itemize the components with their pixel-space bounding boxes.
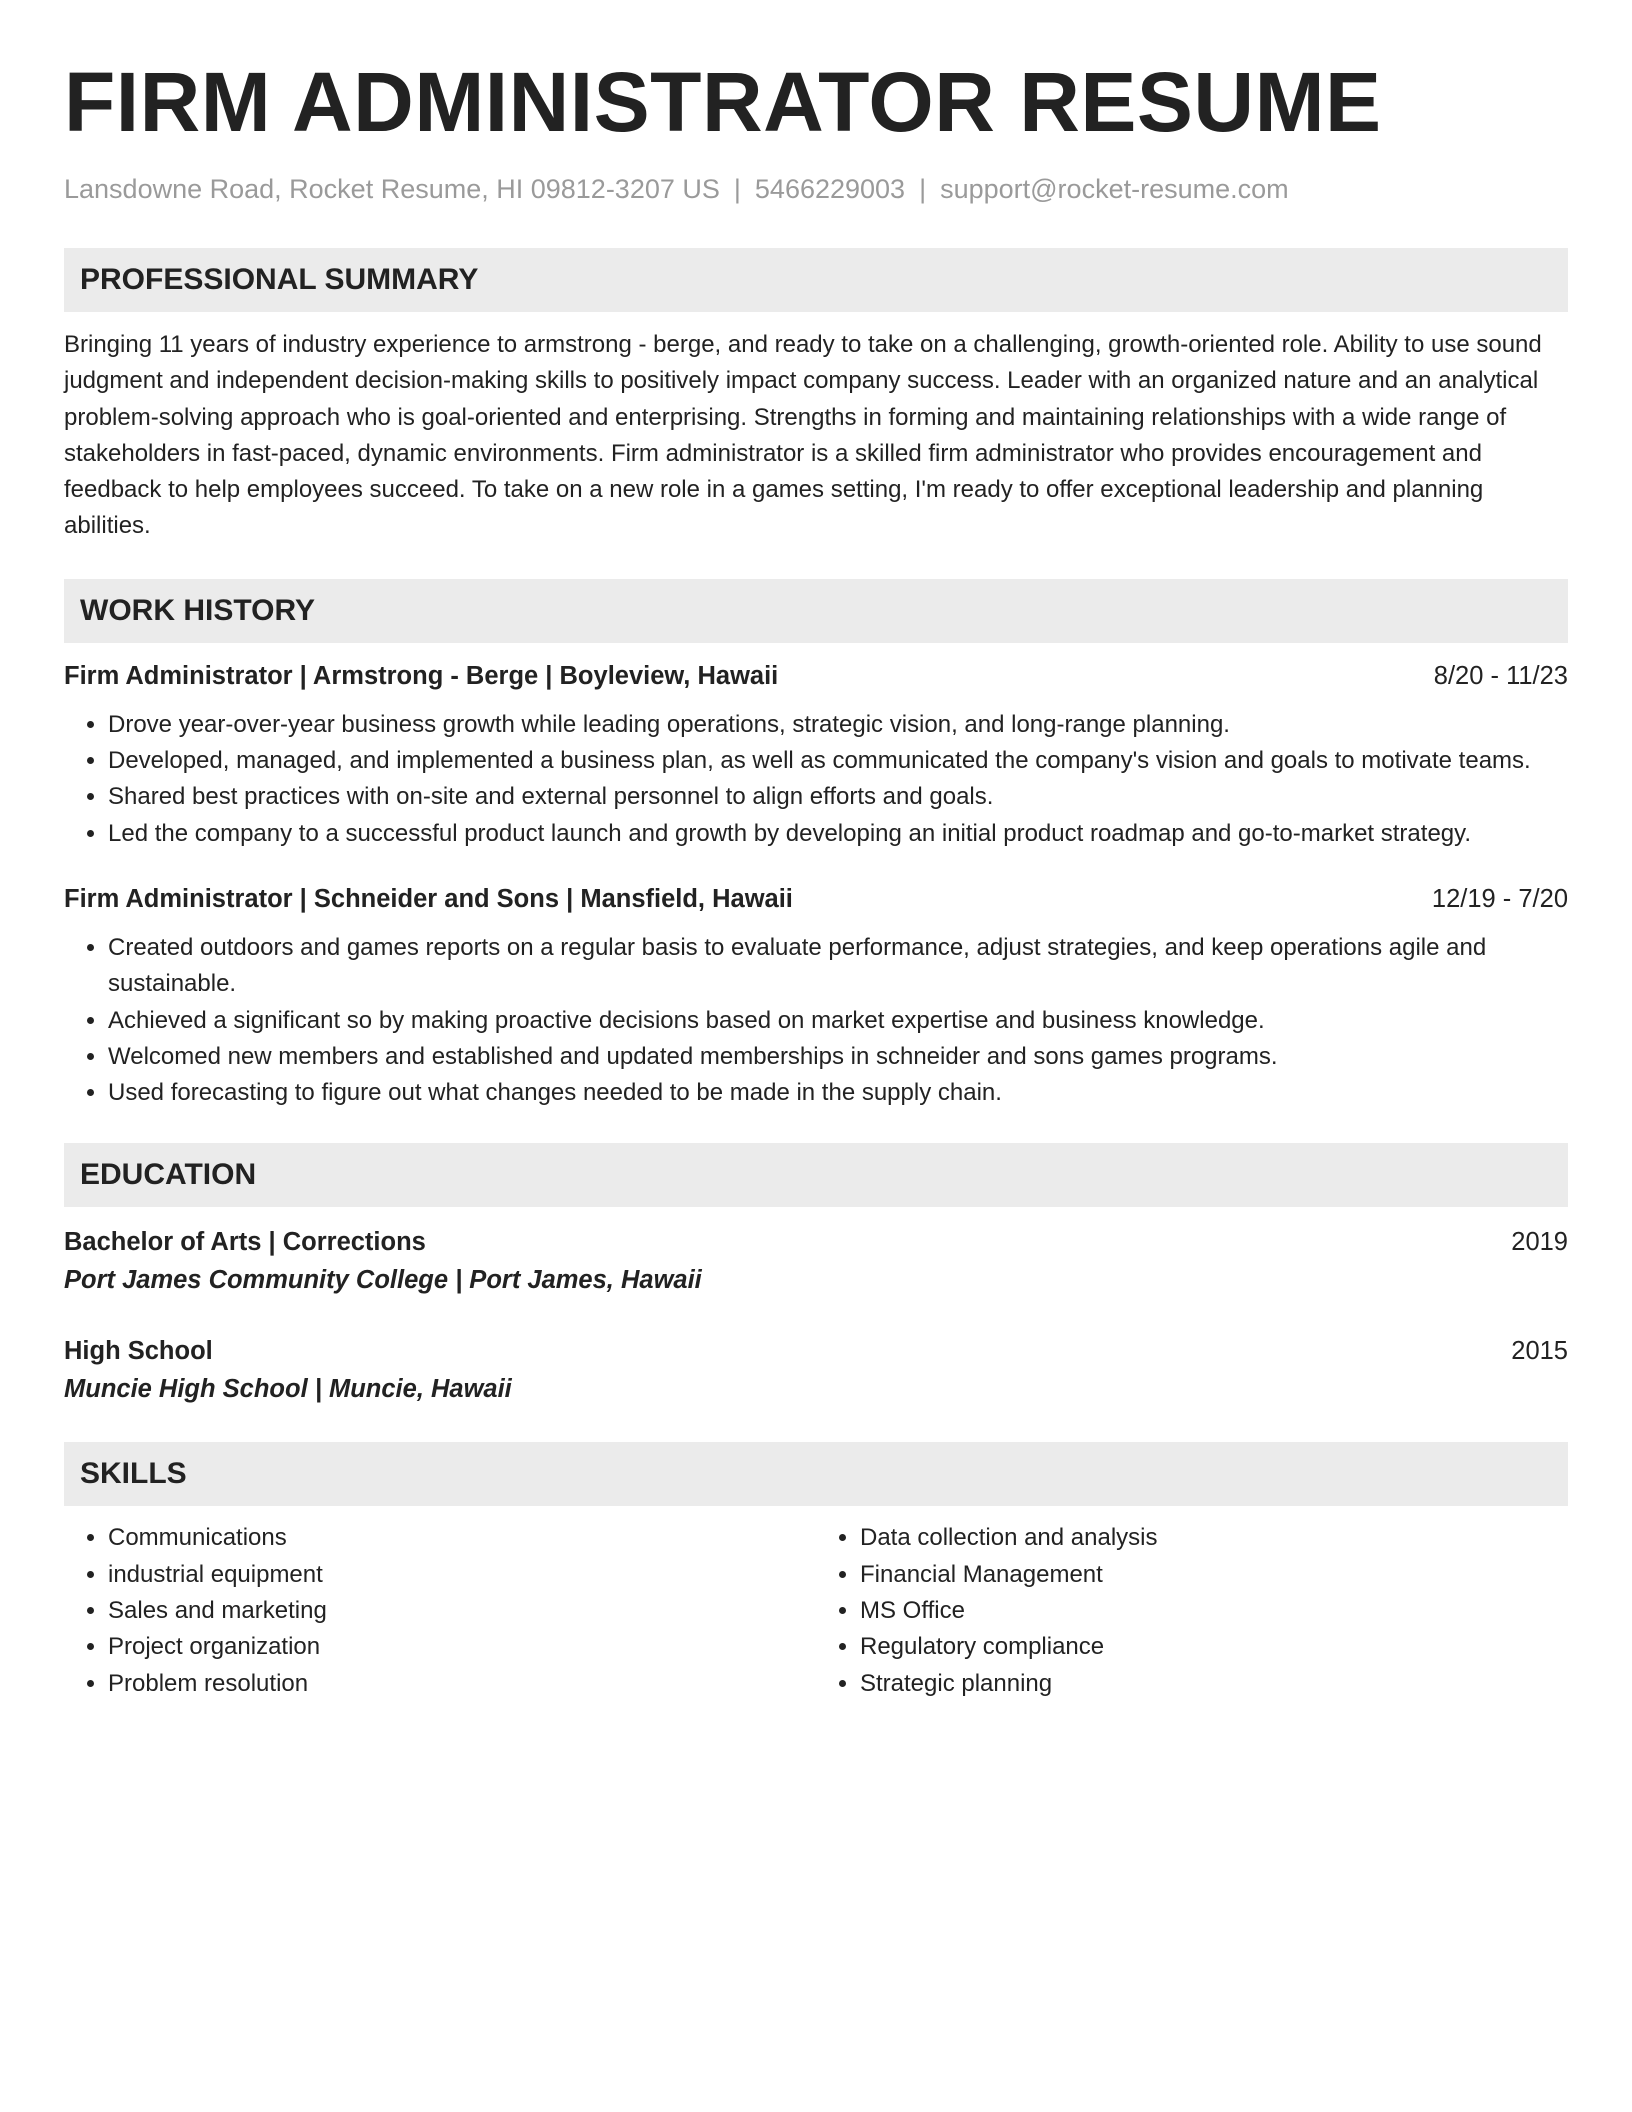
job-bullet: • Created outdoors and games reports on a regular basis to evaluate performance, adjust strategies, and keep operations agile and sustainable. bbox=[108, 930, 1568, 1003]
job-bullet: • Drove year-over-year business growth while leading operations, strategic vision, and long-range planning. bbox=[108, 707, 1568, 743]
job-title: Firm Administrator | Schneider and Sons | Mansfield, Hawaii bbox=[64, 884, 793, 913]
skill-item: • Financial Management bbox=[860, 1557, 1568, 1593]
contact-address: Lansdowne Road, Rocket Resume, HI 09812-3207 US bbox=[64, 174, 720, 204]
education-header bbox=[64, 1332, 1568, 1370]
education-degree: High School bbox=[64, 1337, 213, 1366]
job-bullet: • Used forecasting to figure out what changes needed to be made in the supply chain. bbox=[108, 1075, 1568, 1111]
skills-column-right bbox=[816, 1520, 1568, 1701]
job-bullets bbox=[64, 930, 1568, 1111]
education-school: Port James Community College | Port James, Hawaii bbox=[64, 1266, 702, 1295]
job-bullet: • Achieved a significant so by making proactive decisions based on market expertise and business knowledge. bbox=[108, 1003, 1568, 1039]
job-header bbox=[64, 659, 1568, 693]
contact-line bbox=[64, 172, 1568, 206]
skills-list bbox=[64, 1520, 816, 1701]
education-degree: Bachelor of Arts | Corrections bbox=[64, 1228, 426, 1257]
education-year: 2019 bbox=[1511, 1228, 1568, 1257]
job-dates: 8/20 - 11/23 bbox=[1433, 661, 1568, 690]
skill-item: • Communications bbox=[108, 1520, 816, 1556]
job-bullets bbox=[64, 707, 1568, 852]
section-header-skills: SKILLS bbox=[64, 1442, 1568, 1506]
job-title: Firm Administrator | Armstrong - Berge | Boyleview, Hawaii bbox=[64, 661, 779, 690]
job-bullet: • Developed, managed, and implemented a business plan, as well as communicated the company's vision and goals to motivate teams. bbox=[108, 743, 1568, 779]
section-header-education: EDUCATION bbox=[64, 1143, 1568, 1207]
skill-item: • MS Office bbox=[860, 1593, 1568, 1629]
education-year: 2015 bbox=[1511, 1337, 1568, 1366]
section-header-work-history: WORK HISTORY bbox=[64, 579, 1568, 643]
skills-column-left bbox=[64, 1520, 816, 1701]
skills-columns bbox=[64, 1520, 1568, 1701]
job-bullet: • Welcomed new members and established and updated memberships in schneider and sons games programs. bbox=[108, 1039, 1568, 1075]
skill-item: • Sales and marketing bbox=[108, 1593, 816, 1629]
contact-separator: | bbox=[919, 174, 927, 204]
education-entry bbox=[64, 1223, 1568, 1299]
job-bullet: • Shared best practices with on-site and external personnel to align efforts and goals. bbox=[108, 779, 1568, 815]
education-school: Muncie High School | Muncie, Hawaii bbox=[64, 1375, 512, 1404]
contact-phone: 5466229003 bbox=[754, 174, 906, 204]
contact-email: support@rocket-resume.com bbox=[940, 174, 1289, 204]
section-header-summary: PROFESSIONAL SUMMARY bbox=[64, 248, 1568, 312]
skill-item: • Strategic planning bbox=[860, 1666, 1568, 1702]
skill-item: • industrial equipment bbox=[108, 1557, 816, 1593]
job-entry bbox=[64, 882, 1568, 1111]
skill-item: • Regulatory compliance bbox=[860, 1629, 1568, 1665]
skills-list bbox=[816, 1520, 1568, 1701]
job-entry bbox=[64, 659, 1568, 852]
skill-item: • Data collection and analysis bbox=[860, 1520, 1568, 1556]
job-bullet: • Led the company to a successful product launch and growth by developing an initial product roadmap and go-to-market strategy. bbox=[108, 816, 1568, 852]
skill-item: • Problem resolution bbox=[108, 1666, 816, 1702]
skill-item: • Project organization bbox=[108, 1629, 816, 1665]
job-dates: 12/19 - 7/20 bbox=[1431, 884, 1568, 913]
education-header bbox=[64, 1223, 1568, 1261]
job-header bbox=[64, 882, 1568, 916]
education-entry bbox=[64, 1332, 1568, 1408]
contact-separator: | bbox=[733, 174, 741, 204]
summary-text: Bringing 11 years of industry experience to armstrong - berge, and ready to take on a challenging, growth-oriented role. Ability to use sound judgment and independent decision-making skills to positively impact company success. Leader with an organized nature and an analytical problem-solving approach who is goal-oriented and enterprising. Strengths in forming and maintaining relationships with a wide range of stakeholders in fast-paced, dynamic environments. Firm administrator is a skilled firm administrator who provides encouragement and feedback to help employees succeed. To take on a new role in a games setting, I'm ready to offer exceptional leadership and planning abilities. bbox=[64, 331, 1542, 540]
resume-title: FIRM ADMINISTRATOR RESUME bbox=[64, 55, 1382, 149]
